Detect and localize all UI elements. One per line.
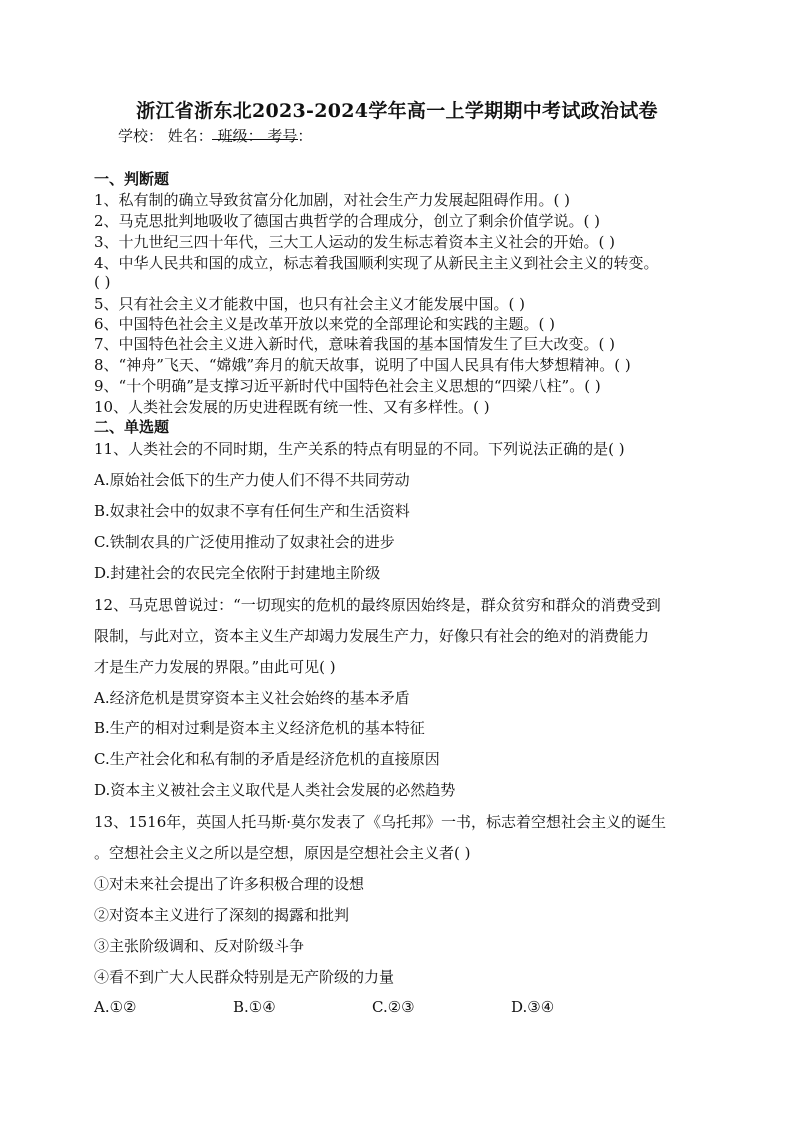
question-stem: 13、1516年，英国人托马斯·莫尔发表了《乌托邦》一书，标志着空想社会主义的诞生 <box>94 813 667 831</box>
school-label: 学校： <box>118 127 164 145</box>
judgement-item-continued: ( ) <box>94 273 111 291</box>
answer-option: B.奴隶社会中的奴隶不享有任何生产和生活资料 <box>94 502 410 520</box>
section-heading-single-choice: 二、单选题 <box>94 418 170 436</box>
judgement-item: 6、中国特色社会主义是改革开放以来党的全部理论和实践的主题。( ) <box>94 315 556 333</box>
answer-options-row <box>94 998 554 1016</box>
section-heading-judgement: 一、判断题 <box>94 170 170 188</box>
answer-option: A.原始社会低下的生产力使人们不得不共同劳动 <box>94 471 410 489</box>
answer-option: D.资本主义被社会主义取代是人类社会发展的必然趋势 <box>94 781 456 799</box>
question-stem-continued: 才是生产力发展的界限。”由此可见( ) <box>94 658 336 676</box>
answer-option: C.铁制农具的广泛使用推动了奴隶社会的进步 <box>94 533 395 551</box>
answer-option: D.封建社会的农民完全依附于封建地主阶级 <box>94 564 381 582</box>
name-label: 姓名： <box>167 127 213 145</box>
answer-option: A.经济危机是贯穿资本主义社会始终的基本矛盾 <box>94 689 410 707</box>
judgement-item: 2、马克思批判地吸收了德国古典哲学的合理成分，创立了剩余价值学说。( ) <box>94 212 601 230</box>
judgement-item: 7、中国特色社会主义进入新时代，意味着我国的基本国情发生了巨大改变。( ) <box>94 335 616 353</box>
option-b[interactable]: B.①④ <box>233 998 276 1016</box>
statement-item: ①对未来社会提出了许多积极合理的设想 <box>94 875 365 893</box>
judgement-item: 5、只有社会主义才能救中国，也只有社会主义才能发展中国。( ) <box>94 295 526 313</box>
question-stem-continued: 。空想社会主义之所以是空想，原因是空想社会主义者( ) <box>94 844 471 862</box>
option-c[interactable]: C.②③ <box>372 998 415 1016</box>
exam-title: 浙江省浙东北2023-2024学年高一上学期期中考试政治试卷 <box>136 100 658 122</box>
option-d[interactable]: D.③④ <box>511 998 555 1016</box>
exam-number-label: 考号： <box>267 127 313 145</box>
student-info-row <box>118 125 678 146</box>
question-stem: 12、马克思曾说过：“一切现实的危机的最终原因始终是，群众贫穷和群众的消费受到 <box>94 596 661 614</box>
judgement-item: 1、私有制的确立导致贫富分化加剧，对社会生产力发展起阻碍作用。( ) <box>94 191 571 209</box>
statement-item: ④看不到广大人民群众特别是无产阶级的力量 <box>94 968 395 986</box>
judgement-item: 3、十九世纪三四十年代，三大工人运动的发生标志着资本主义社会的开始。( ) <box>94 233 616 251</box>
answer-option: C.生产社会化和私有制的矛盾是经济危机的直接原因 <box>94 750 440 768</box>
statement-item: ③主张阶级调和、反对阶级斗争 <box>94 937 305 955</box>
judgement-item: 8、“神舟”飞天、“嫦娥”奔月的航天故事，说明了中国人民具有伟大梦想精神。( ) <box>94 356 631 374</box>
judgement-item: 9、“十个明确”是支撑习近平新时代中国特色社会主义思想的“四梁八柱”。( ) <box>94 377 601 395</box>
exam-number-blank[interactable] <box>212 125 298 140</box>
statement-item: ②对资本主义进行了深刻的揭露和批判 <box>94 906 350 924</box>
question-stem-continued: 限制，与此对立，资本主义生产却竭力发展生产力，好像只有社会的绝对的消费能力 <box>94 627 650 645</box>
answer-option: B.生产的相对过剩是资本主义经济危机的基本特征 <box>94 719 425 737</box>
question-stem: 11、人类社会的不同时期，生产关系的特点有明显的不同。下列说法正确的是( ) <box>94 440 625 458</box>
judgement-item: 4、中华人民共和国的成立，标志着我国顺利实现了从新民主主义到社会主义的转变。 <box>94 254 659 272</box>
judgement-item: 10、人类社会发展的历史进程既有统一性、又有多样性。( ) <box>94 398 490 416</box>
class-label: 班级： <box>217 127 263 145</box>
option-a[interactable]: A.①② <box>94 998 137 1016</box>
